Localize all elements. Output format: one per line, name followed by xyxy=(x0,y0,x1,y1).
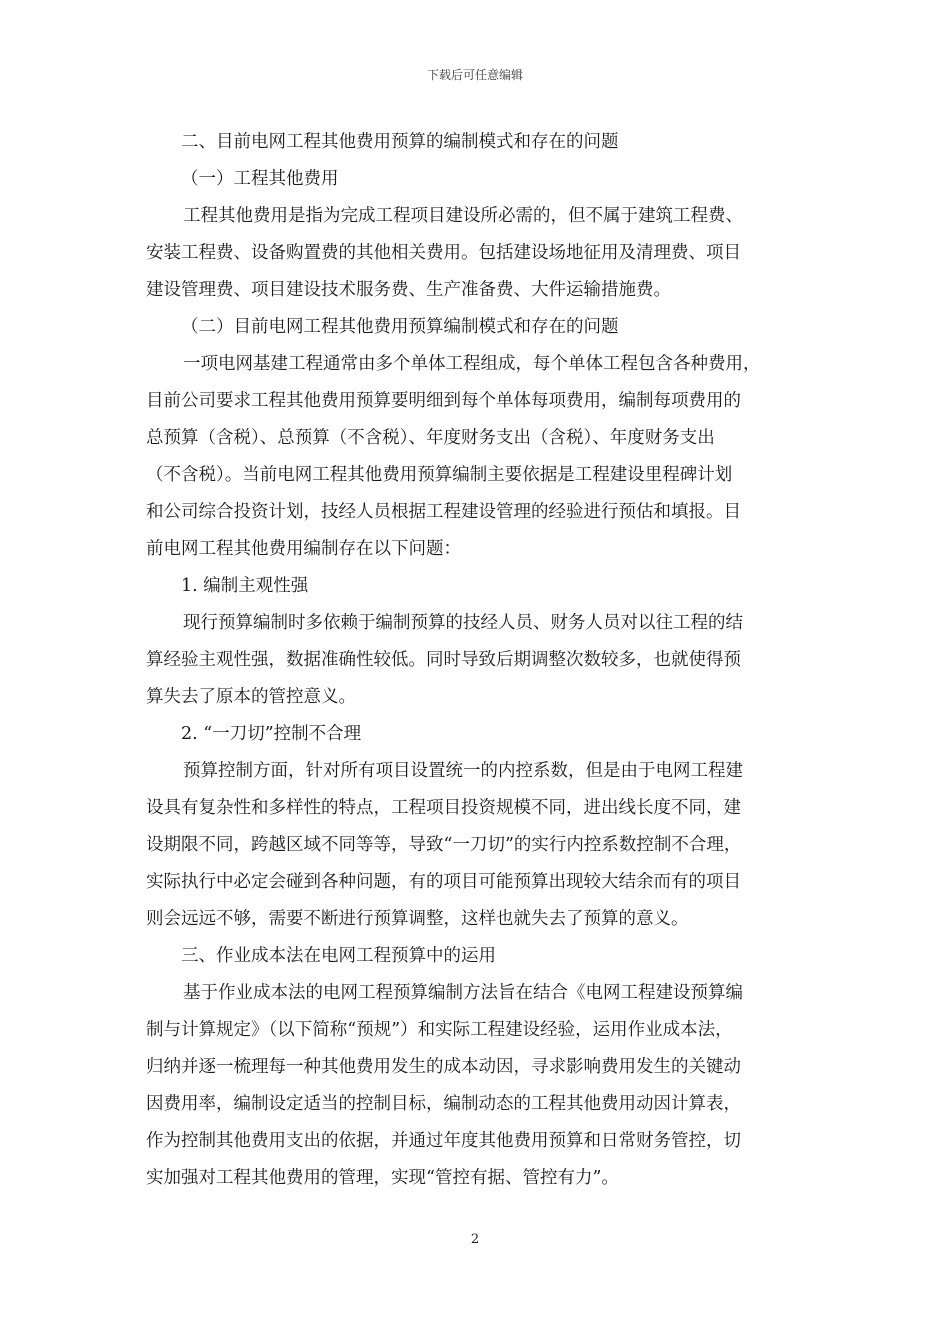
list-item-heading: 1. 编制主观性强 xyxy=(181,576,309,596)
paragraph-line: 目前公司要求工程其他费用预算要明细到每个单体每项费用，编制每项费用的 xyxy=(146,391,741,411)
paragraph-line: 设具有复杂性和多样性的特点，工程项目投资规模不同，进出线长度不同，建 xyxy=(146,798,741,818)
page-header: 下载后可任意编辑 xyxy=(426,68,523,82)
subsection-heading: （二）目前电网工程其他费用预算编制模式和存在的问题 xyxy=(181,317,619,337)
section-heading: 二、目前电网工程其他费用预算的编制模式和存在的问题 xyxy=(181,132,619,152)
subsection-heading: （一）工程其他费用 xyxy=(181,169,339,189)
page-number: 2 xyxy=(470,1232,480,1247)
paragraph-line: 算经验主观性强，数据准确性较低。同时导致后期调整次数较多，也就使得预 xyxy=(146,650,741,670)
paragraph-line: 前电网工程其他费用编制存在以下问题： xyxy=(146,539,461,559)
section-heading: 三、作业成本法在电网工程预算中的运用 xyxy=(181,946,496,966)
paragraph-line: 预算控制方面，针对所有项目设置统一的内控系数，但是由于电网工程建 xyxy=(183,761,743,781)
paragraph-line: 作为控制其他费用支出的依据，并通过年度其他费用预算和日常财务管控，切 xyxy=(146,1131,741,1151)
document-body xyxy=(146,124,806,1197)
paragraph-line: 制与计算规定》（以下简称“预规”）和实际工程建设经验，运用作业成本法， xyxy=(146,1020,733,1040)
paragraph-line: 建设管理费、项目建设技术服务费、生产准备费、大件运输措施费。 xyxy=(146,280,671,300)
paragraph-line: 一项电网基建工程通常由多个单体工程组成，每个单体工程包含各种费用， xyxy=(183,354,761,374)
paragraph-line: 实际执行中必定会碰到各种问题，有的项目可能预算出现较大结余而有的项目 xyxy=(146,872,741,892)
paragraph-line: 则会远远不够，需要不断进行预算调整，这样也就失去了预算的意义。 xyxy=(146,909,689,929)
paragraph-line: 安装工程费、设备购置费的其他相关费用。包括建设场地征用及清理费、项目 xyxy=(146,243,741,263)
paragraph-line: 基于作业成本法的电网工程预算编制方法旨在结合《电网工程建设预算编 xyxy=(183,983,743,1003)
paragraph-line: 现行预算编制时多依赖于编制预算的技经人员、财务人员对以往工程的结 xyxy=(183,613,743,633)
paragraph-line: 总预算（含税）、总预算（不含税）、年度财务支出（含税）、年度财务支出 xyxy=(146,428,715,448)
paragraph-line: 实加强对工程其他费用的管理，实现“管控有据、管控有力”。 xyxy=(146,1168,619,1188)
paragraph-line: 和公司综合投资计划，技经人员根据工程建设管理的经验进行预估和填报。目 xyxy=(146,502,741,522)
list-item-heading: 2. “一刀切”控制不合理 xyxy=(181,724,362,744)
paragraph-line: 归纳并逐一梳理每一种其他费用发生的成本动因，寻求影响费用发生的关键动 xyxy=(146,1057,741,1077)
paragraph-line: 工程其他费用是指为完成工程项目建设所必需的，但不属于建筑工程费、 xyxy=(183,206,743,226)
paragraph-line: 设期限不同，跨越区域不同等等，导致“一刀切”的实行内控系数控制不合理， xyxy=(146,835,742,855)
paragraph-line: 因费用率，编制设定适当的控制目标，编制动态的工程其他费用动因计算表， xyxy=(146,1094,741,1114)
paragraph-line: 算失去了原本的管控意义。 xyxy=(146,687,356,707)
paragraph-line: （不含税）。当前电网工程其他费用预算编制主要依据是工程建设里程碑计划 xyxy=(146,465,733,485)
